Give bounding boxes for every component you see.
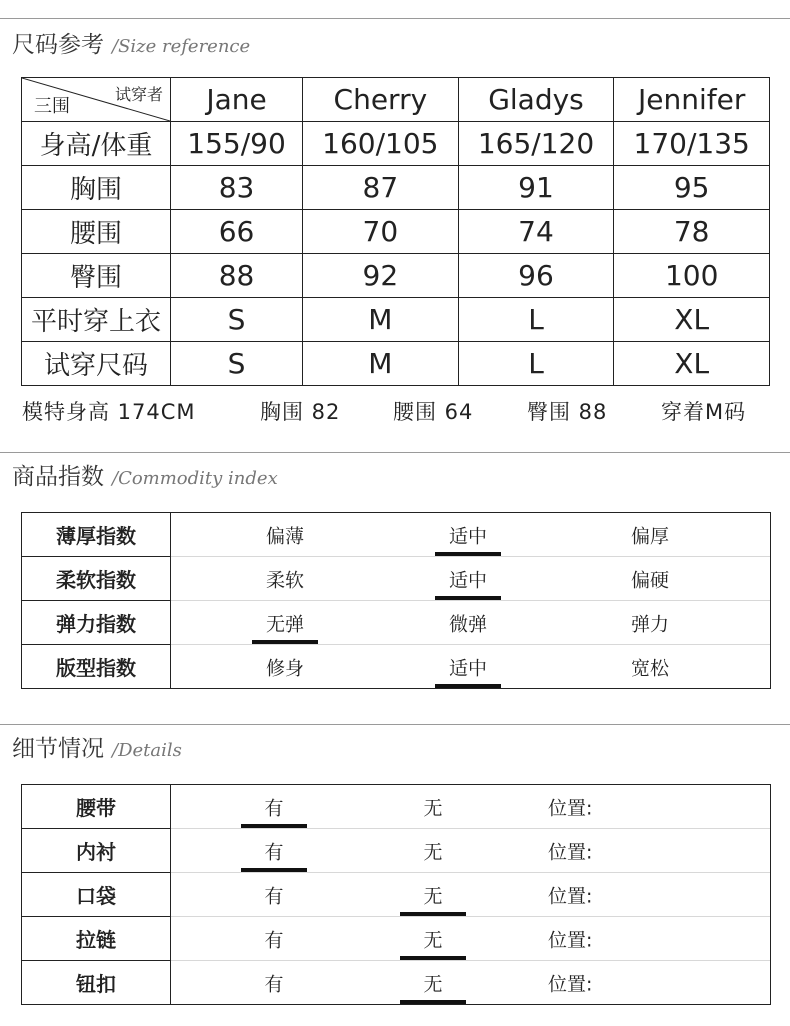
table-cell: L [458, 342, 614, 386]
option-cell [171, 645, 771, 689]
row-label: 拉链 [22, 917, 171, 961]
corner-bottom-label: 三围 [34, 96, 70, 117]
size-section-rule [0, 18, 790, 19]
model-height: 模特身高 174CM [22, 400, 196, 424]
table-cell: 165/120 [458, 122, 614, 166]
option-text: 无 [423, 929, 443, 951]
column-header: Jennifer [614, 78, 770, 122]
table-cell: XL [614, 342, 770, 386]
table-row [22, 557, 770, 601]
details-section-rule [0, 724, 790, 725]
commodity-title-cn: 商品指数 [12, 464, 104, 490]
option-cell [171, 557, 771, 601]
table-cell: S [171, 342, 303, 386]
table-cell: 170/135 [614, 122, 770, 166]
column-header: Gladys [458, 78, 614, 122]
option-text: 有 [264, 841, 284, 863]
row-label: 弹力指数 [22, 601, 171, 645]
option-text: 无 [423, 885, 443, 907]
option-text: 位置: [548, 885, 593, 907]
table-cell: 100 [614, 254, 770, 298]
option-text: 偏薄 [265, 525, 305, 547]
option-text: 偏厚 [630, 525, 670, 547]
size-title-en: /Size reference [112, 36, 251, 57]
table-row [22, 254, 770, 298]
details-title-en: /Details [112, 740, 182, 761]
details-section-title [12, 730, 182, 763]
option-text: 位置: [548, 797, 593, 819]
model-bust: 胸围 82 [260, 400, 341, 424]
row-label: 腰围 [22, 210, 171, 254]
table-cell: XL [614, 298, 770, 342]
table-cell: 92 [303, 254, 459, 298]
table-cell: 160/105 [303, 122, 459, 166]
option-text: 有 [264, 797, 284, 819]
row-label: 版型指数 [22, 645, 171, 689]
row-label: 胸围 [22, 166, 171, 210]
row-label: 身高/体重 [22, 122, 171, 166]
option-text: 适中 [448, 657, 488, 679]
row-label: 口袋 [22, 873, 171, 917]
table-cell: 88 [171, 254, 303, 298]
table-cell: 155/90 [171, 122, 303, 166]
option-text: 弹力 [630, 613, 670, 635]
table-row [22, 298, 770, 342]
option-text: 修身 [265, 657, 305, 679]
option-cell [171, 513, 771, 557]
option-cell [171, 873, 771, 917]
option-text: 柔软 [265, 569, 305, 591]
table-cell: M [303, 298, 459, 342]
row-label: 腰带 [22, 785, 171, 829]
table-cell: M [303, 342, 459, 386]
option-text: 有 [264, 929, 284, 951]
size-header-row [22, 78, 770, 122]
table-row [22, 873, 770, 917]
table-cell: 96 [458, 254, 614, 298]
option-text: 位置: [548, 841, 593, 863]
table-row [22, 645, 770, 689]
model-size: 穿着M码 [661, 400, 747, 424]
row-label: 试穿尺码 [22, 342, 171, 386]
row-label: 平时穿上衣 [22, 298, 171, 342]
selected-underline [241, 868, 307, 872]
table-cell: 66 [171, 210, 303, 254]
table-cell: 74 [458, 210, 614, 254]
commodity-section-title [12, 458, 278, 491]
option-cell [171, 917, 771, 961]
table-row [22, 917, 770, 961]
table-row [22, 122, 770, 166]
row-label: 内衬 [22, 829, 171, 873]
option-cell [171, 961, 771, 1005]
table-cell: 78 [614, 210, 770, 254]
option-text: 无弹 [265, 613, 305, 635]
selected-underline [241, 824, 307, 828]
row-label: 柔软指数 [22, 557, 171, 601]
option-text: 偏硬 [630, 569, 670, 591]
option-text: 位置: [548, 929, 593, 951]
commodity-index-table [22, 513, 770, 688]
option-text: 有 [264, 973, 284, 995]
commodity-section-rule [0, 452, 790, 453]
option-text: 宽松 [630, 657, 670, 679]
model-waist: 腰围 64 [393, 400, 474, 424]
details-table [22, 785, 770, 1004]
table-row [22, 513, 770, 557]
row-label: 薄厚指数 [22, 513, 171, 557]
corner-cell [22, 78, 171, 122]
option-text: 无 [423, 841, 443, 863]
table-cell: 95 [614, 166, 770, 210]
table-cell: 91 [458, 166, 614, 210]
details-title-cn: 细节情况 [12, 736, 104, 762]
table-row [22, 210, 770, 254]
option-text: 适中 [448, 569, 488, 591]
option-text: 无 [423, 973, 443, 995]
option-text: 无 [423, 797, 443, 819]
row-label: 钮扣 [22, 961, 171, 1005]
selected-underline [252, 640, 318, 644]
option-text: 位置: [548, 973, 593, 995]
option-text: 有 [264, 885, 284, 907]
table-row [22, 785, 770, 829]
table-cell: 70 [303, 210, 459, 254]
selected-underline [435, 552, 501, 556]
table-row [22, 342, 770, 386]
corner-top-label: 试穿者 [114, 85, 163, 104]
selected-underline [435, 596, 501, 600]
option-cell [171, 785, 771, 829]
option-text: 微弹 [448, 613, 488, 635]
row-label: 臀围 [22, 254, 171, 298]
table-cell: L [458, 298, 614, 342]
size-title-cn: 尺码参考 [12, 32, 104, 58]
selected-underline [400, 912, 466, 916]
table-row [22, 601, 770, 645]
table-row [22, 829, 770, 873]
option-cell [171, 601, 771, 645]
selected-underline [400, 1000, 466, 1004]
column-header: Jane [171, 78, 303, 122]
size-section-title [12, 26, 250, 59]
table-row [22, 166, 770, 210]
selected-underline [435, 684, 501, 688]
commodity-title-en: /Commodity index [112, 468, 278, 489]
column-header: Cherry [303, 78, 459, 122]
table-row [22, 961, 770, 1005]
size-table [21, 77, 770, 386]
option-cell [171, 829, 771, 873]
selected-underline [400, 956, 466, 960]
table-cell: 83 [171, 166, 303, 210]
table-cell: 87 [303, 166, 459, 210]
option-text: 适中 [448, 525, 488, 547]
model-hip: 臀围 88 [527, 400, 608, 424]
table-cell: S [171, 298, 303, 342]
